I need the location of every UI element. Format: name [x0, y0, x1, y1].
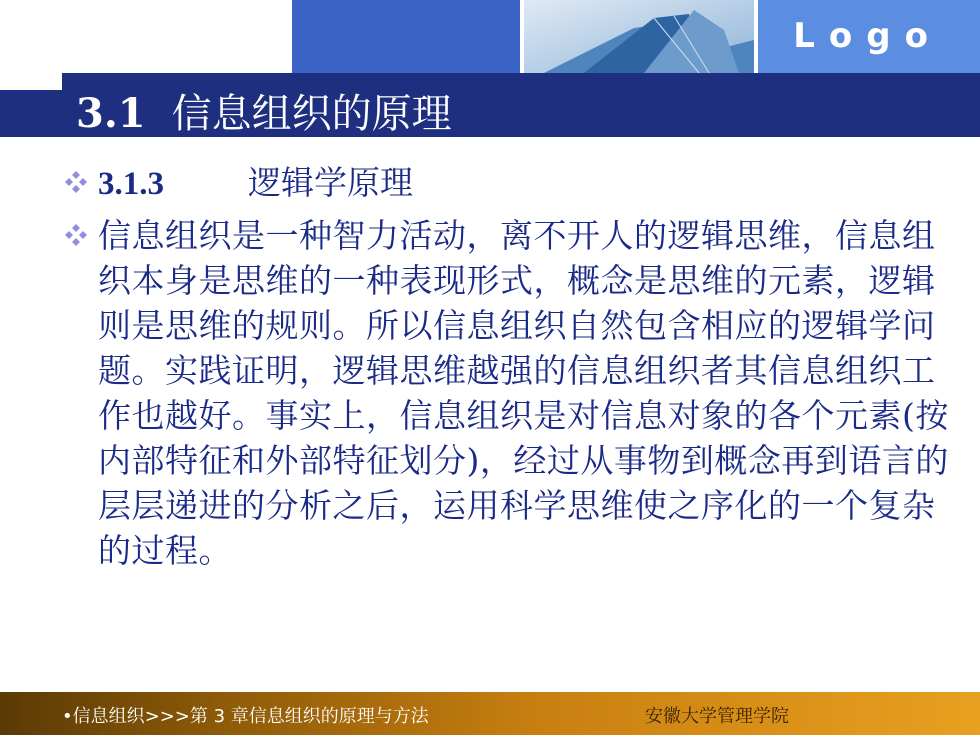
- subsection-title: 逻辑学原理: [248, 163, 413, 202]
- list-item-heading: [62, 160, 962, 207]
- title-bar-notch: [0, 73, 62, 90]
- slide-title-number: 3.1: [76, 90, 146, 137]
- banner-blue-block: [292, 0, 520, 73]
- slide-title: [76, 82, 452, 139]
- footer-bar: [0, 692, 980, 735]
- diamond-bullet-icon: [62, 168, 90, 196]
- footer-course-text: •信息组织>>>第 3 章信息组织的原理与方法: [62, 706, 429, 727]
- body-paragraph: 信息组织是一种智力活动，离不开人的逻辑思维，信息组织本身是思维的一种表现形式，概念是思维的元素，逻辑则是思维的规则。所以信息组织自然包含相应的逻辑学问题。实践证明，逻辑思维越强的信息组织者其信息组织工作也越好。事实上，信息组织是对信息对象的各个元素(按内部特征和外部特征划分)，经过从事物到概念再到语言的层层递进的分析之后，运用科学思维使之序化的一个复杂的过程。: [98, 216, 949, 570]
- logo-block: [758, 0, 980, 73]
- top-banner: [0, 0, 980, 73]
- slide-title-text: 信息组织的原理: [171, 91, 452, 137]
- banner-white-block: [0, 0, 292, 73]
- subsection-number: 3.1.3: [98, 166, 164, 202]
- footer-institution-text: 安徽大学管理学院: [645, 706, 789, 727]
- diamond-bullet-icon: [62, 221, 90, 249]
- logo-text: Logo: [793, 16, 942, 56]
- slide-content: [62, 160, 962, 573]
- list-item-paragraph: [62, 213, 962, 573]
- skyscraper-image: [524, 0, 754, 73]
- banner-building-image: [524, 0, 754, 73]
